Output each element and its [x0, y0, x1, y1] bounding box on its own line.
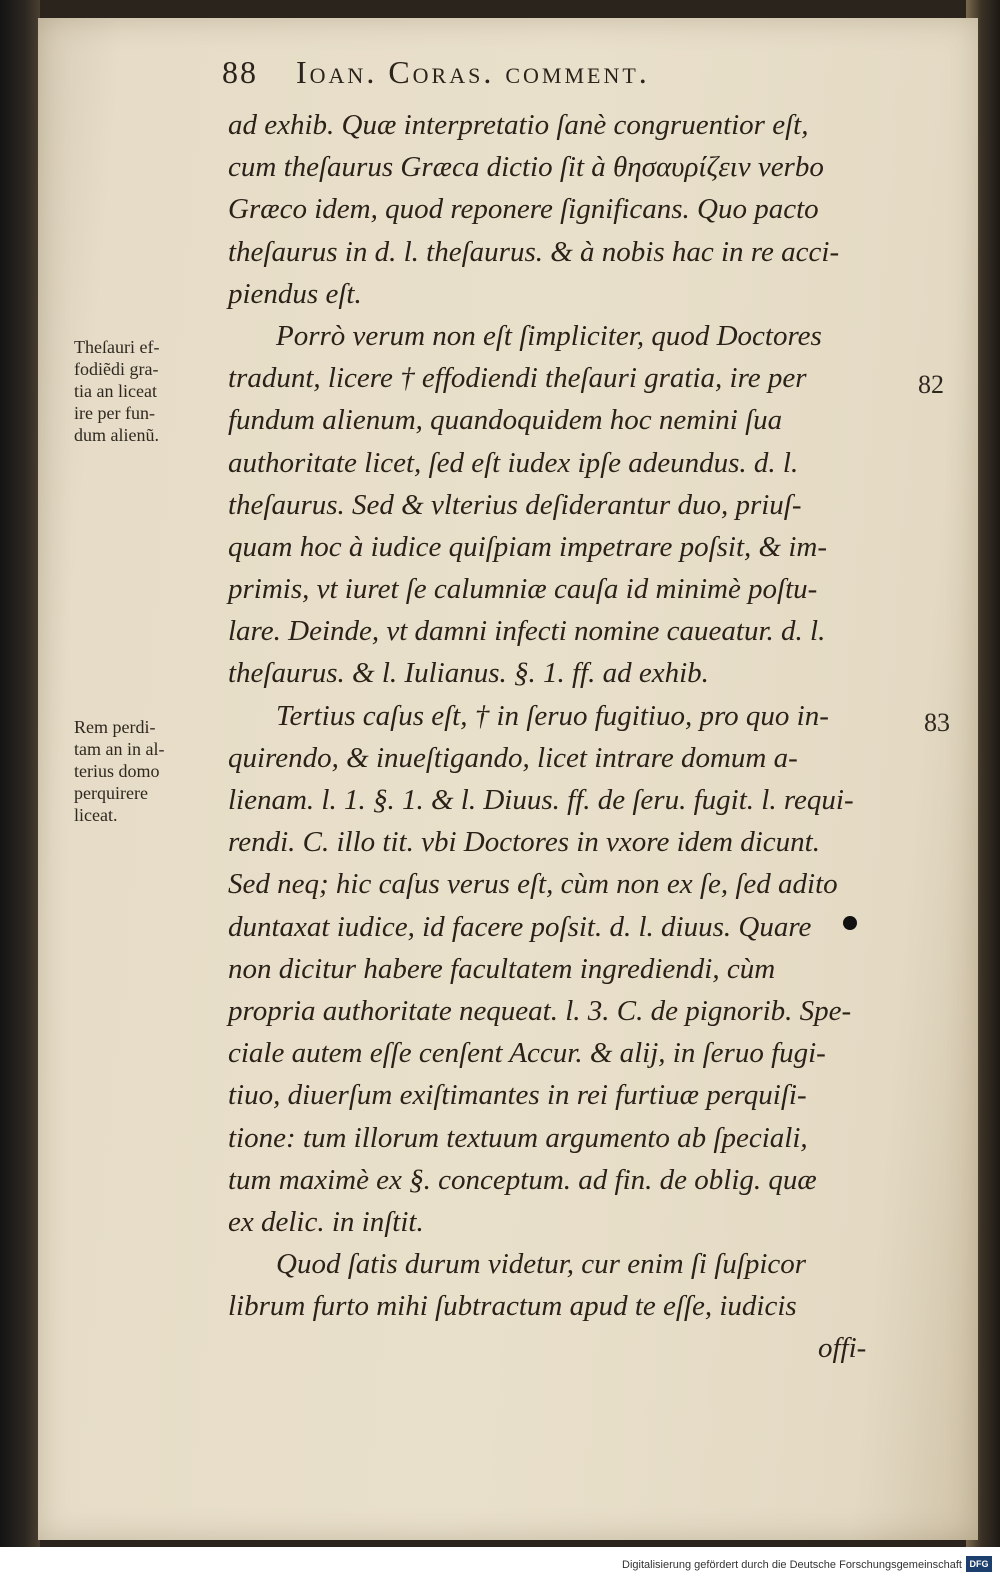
margin-note-line: fodiẽdi gra-: [74, 359, 159, 379]
ink-blot: [843, 916, 857, 930]
text-line: librum furto mihi ſubtractum apud te eſſe, iudicis: [228, 1290, 797, 1323]
footer-bar: [0, 1547, 1000, 1577]
text-line: tradunt, licere † effodiendi theſauri gratia, ire per: [228, 362, 807, 395]
margin-note-line: dum alienũ.: [74, 425, 159, 445]
margin-note-treasure: [74, 336, 264, 446]
text-line: cum theſaurus Græca dictio ſit à θησαυρίζειν verbo: [228, 151, 824, 184]
page-number: 88: [222, 54, 258, 90]
text-line: primis, vt iuret ſe calumniæ cauſa id minimè poſtu-: [228, 573, 818, 606]
margin-number: 83: [924, 708, 950, 737]
text-line: theſaurus in d. l. theſaurus. & à nobis hac in re acci-: [228, 235, 840, 268]
running-header: [222, 54, 862, 91]
margin-number: 82: [918, 370, 944, 399]
book-spine-shadow: [0, 0, 40, 1577]
text-line: Sed neq; hic caſus verus eſt, cùm non ex ſe, ſed adito: [228, 868, 838, 901]
text-line: propria authoritate nequeat. l. 3. C. de pignorib. Spe-: [228, 994, 852, 1027]
margin-note-lost-property: [74, 716, 264, 826]
text-line: non dicitur habere facultatem ingrediendi, cùm: [228, 952, 776, 985]
text-line: tum maximè ex §. conceptum. ad fin. de oblig. quæ: [228, 1163, 817, 1196]
margin-note-line: Rem perdi-: [74, 717, 156, 737]
text-line: fundum alienum, quandoquidem hoc nemini ſua: [228, 404, 783, 437]
text-line: offi-: [818, 1332, 867, 1365]
margin-note-line: perquirere: [74, 783, 148, 803]
margin-note-line: Theſauri ef-: [74, 337, 160, 357]
text-line: lienam. l. 1. §. 1. & l. Diuus. ff. de ſeru. fugit. l. requi-: [228, 784, 854, 816]
text-line: theſaurus. Sed & vlterius deſiderantur duo, priuſ-: [228, 488, 802, 521]
text-line: duntaxat iudice, id facere poſsit. d. l. diuus. Quare: [228, 910, 812, 943]
text-line: quam hoc à iudice quiſpiam impetrare poſsit, & im-: [228, 530, 828, 563]
text-line: ex delic. in inſtit.: [228, 1205, 424, 1238]
margin-note-line: terius domo: [74, 761, 160, 781]
margin-note-line: liceat.: [74, 805, 118, 825]
text-line: Quod ſatis durum videtur, cur enim ſi ſuſpicor: [276, 1248, 807, 1281]
digitization-credit: Digitalisierung gefördert durch die Deutsche Forschungsgemeinschaft: [622, 1559, 962, 1571]
running-title: Ioan. Coras. comment.: [296, 54, 650, 90]
text-line: theſaurus. & l. Iulianus. §. 1. ff. ad exhib.: [228, 657, 709, 690]
text-line: rendi. C. illo tit. vbi Doctores in vxore idem dicunt.: [228, 826, 820, 859]
text-line: ciale autem eſſe cenſent Accur. & alij, in ſeruo fugi-: [228, 1037, 826, 1070]
text-line: Porrò verum non eſt ſimpliciter, quod Doctores: [276, 319, 822, 352]
margin-note-line: ire per fun-: [74, 403, 155, 423]
text-line: piendus eſt.: [228, 277, 362, 310]
main-text-block: [228, 104, 918, 1370]
text-line: lare. Deinde, vt damni infecti nomine caueatur. d. l.: [228, 615, 826, 648]
text-line: Græco idem, quod reponere ſignificans. Quo pacto: [228, 193, 819, 226]
text-line: ad exhib. Quæ interpretatio ſanè congruentior eſt,: [228, 109, 809, 141]
text-line: tiuo, diuerſum exiſtimantes in rei furtiuæ perquiſi-: [228, 1079, 807, 1112]
dfg-logo: DFG: [966, 1556, 992, 1572]
text-line: tione: tum illorum textuum argumento ab ſpeciali,: [228, 1121, 808, 1154]
margin-note-line: tam an in al-: [74, 739, 165, 759]
text-line: authoritate licet, ſed eſt iudex ipſe adeundus. d. l.: [228, 446, 799, 479]
text-line: quirendo, & inueſtigando, licet intrare domum a-: [228, 741, 798, 774]
margin-note-line: tia an liceat: [74, 381, 157, 401]
text-line: Tertius caſus eſt, † in ſeruo fugitiuo, pro quo in-: [276, 699, 829, 732]
